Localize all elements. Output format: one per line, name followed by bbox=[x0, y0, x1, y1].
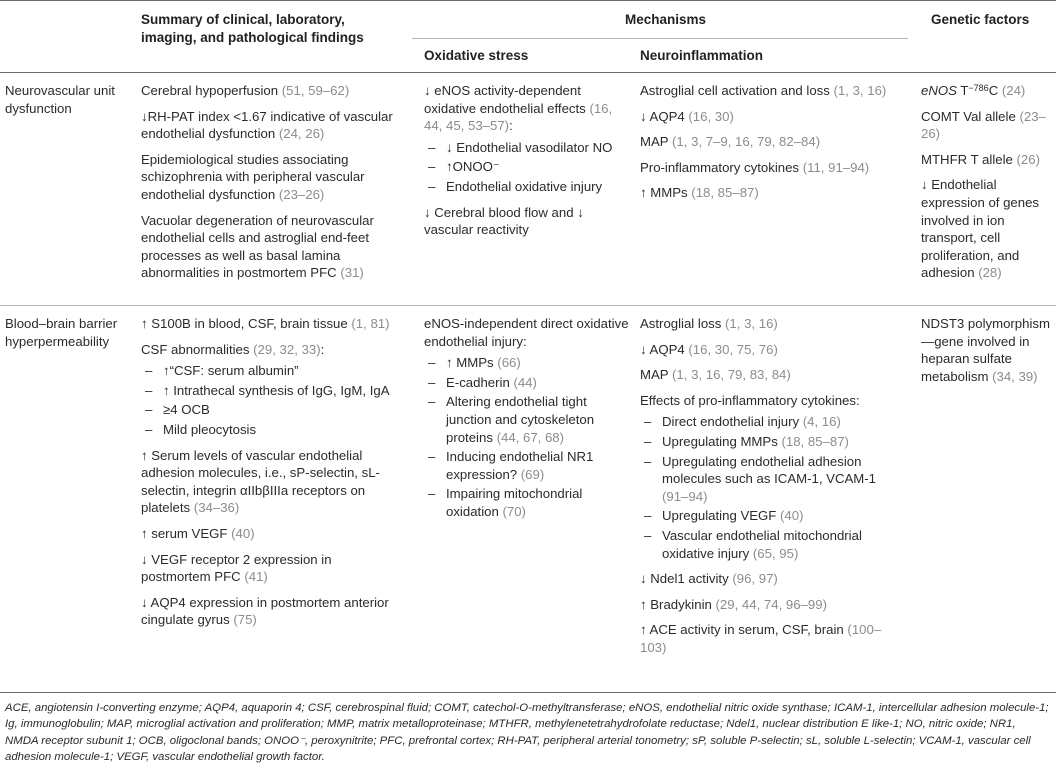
list-item bbox=[640, 315, 905, 333]
sub-list-item bbox=[640, 453, 905, 506]
cell-entry bbox=[141, 82, 403, 100]
cell-entry bbox=[640, 82, 905, 100]
list-item bbox=[141, 315, 403, 333]
item-text: ↑ S100B in blood, CSF, brain tissue bbox=[141, 316, 348, 331]
sub-list-item bbox=[640, 507, 905, 525]
cell-entry bbox=[921, 151, 1051, 169]
row1-oxidative-cell bbox=[424, 82, 629, 247]
sub-list-item bbox=[424, 485, 629, 520]
list-item bbox=[424, 204, 629, 239]
cell-entry bbox=[141, 315, 403, 333]
item-text: ↓ VEGF receptor 2 expression in postmortem PFC bbox=[141, 551, 332, 585]
item-text: Vacuolar degeneration of neurovascular endothelial cells and astroglial end-feet processes as well as basal lamina abnormalities in postmortem PFC bbox=[141, 212, 374, 281]
sub-list-item bbox=[424, 354, 629, 372]
citation-ref: (70) bbox=[502, 503, 526, 519]
item-text: ↓ eNOS activity-dependent oxidative endothelial effects bbox=[424, 83, 586, 116]
sub-list-item bbox=[640, 527, 905, 562]
citation-ref: (1, 3, 16) bbox=[725, 316, 778, 331]
citation-ref: (18, 85–87) bbox=[781, 433, 849, 449]
list-item bbox=[640, 159, 905, 177]
header-summary: Summary of clinical, laboratory, imaging, and pathological findings bbox=[141, 12, 364, 45]
list-item bbox=[640, 596, 905, 614]
cell-entry bbox=[640, 621, 905, 656]
list-item bbox=[141, 551, 403, 586]
list-item bbox=[424, 315, 629, 350]
item-text: ↑ONOO⁻ bbox=[446, 159, 500, 175]
item-text: Astroglial loss bbox=[640, 316, 722, 331]
list-item bbox=[640, 184, 905, 202]
citation-ref: (16, 30) bbox=[688, 108, 734, 124]
item-text: Upregulating VEGF bbox=[662, 508, 777, 524]
header-rule bbox=[0, 72, 1056, 73]
item-suffix: : bbox=[320, 341, 325, 357]
sub-list-item bbox=[640, 413, 905, 431]
list-item bbox=[921, 315, 1051, 385]
list-item: eNOS $T^{-786}C$ (24) bbox=[921, 83, 1026, 98]
row1-genetic-cell bbox=[921, 82, 1051, 290]
citation-ref: (16, 30, 75, 76) bbox=[688, 341, 778, 357]
cell-entry bbox=[424, 82, 629, 196]
item-text: COMT Val allele bbox=[921, 108, 1016, 124]
item-text: ≥4 OCB bbox=[163, 402, 210, 418]
citation-ref: (18, 85–87) bbox=[691, 185, 759, 201]
item-text: Upregulating endothelial adhesion molecules such as ICAM-1, VCAM-1 bbox=[662, 453, 876, 487]
list-item bbox=[640, 570, 905, 588]
item-text: MTHFR T allele bbox=[921, 151, 1013, 167]
cell-entry bbox=[921, 315, 1051, 385]
list-item bbox=[141, 108, 403, 143]
citation-ref: (23–26) bbox=[278, 186, 325, 202]
cell-entry bbox=[640, 341, 905, 359]
citation-ref: (1, 3, 7–9, 16, 79, 82–84) bbox=[672, 134, 821, 150]
citation-ref: (66) bbox=[497, 355, 521, 371]
citation-ref: (44) bbox=[513, 374, 537, 390]
list-item bbox=[141, 447, 403, 517]
item-text: eNOS-independent direct oxidative endothelial injury: bbox=[424, 316, 629, 349]
citation-ref: (23–26) bbox=[921, 108, 1046, 142]
citation-ref: (1, 3, 16) bbox=[833, 83, 887, 98]
citation-ref: (11, 91–94) bbox=[802, 159, 870, 175]
item-text: Astroglial cell activation and loss bbox=[640, 83, 830, 98]
header-oxidative: Oxidative stress bbox=[424, 48, 529, 63]
item-suffix: : bbox=[509, 118, 513, 134]
citation-ref: (4, 16) bbox=[802, 414, 841, 430]
row2-summary-cell bbox=[141, 315, 403, 637]
header-mechanisms: Mechanisms bbox=[625, 12, 707, 27]
cell-entry bbox=[141, 341, 403, 439]
citation-ref: (40) bbox=[231, 525, 255, 541]
citation-ref: (96, 97) bbox=[732, 571, 778, 587]
cell-entry bbox=[424, 204, 629, 239]
row2-oxidative-cell bbox=[424, 315, 629, 529]
citation-ref: (34, 39) bbox=[992, 368, 1038, 384]
row2-neuro-cell bbox=[640, 315, 905, 665]
cell-entry bbox=[141, 447, 403, 517]
cell-entry bbox=[921, 108, 1051, 143]
sub-list-item bbox=[424, 448, 629, 483]
item-text: MAP bbox=[640, 134, 669, 150]
item-text: Upregulating MMPs bbox=[662, 433, 778, 449]
cell-entry bbox=[640, 108, 905, 126]
bottom-rule bbox=[0, 692, 1056, 693]
sub-list-item bbox=[424, 393, 629, 446]
cell-entry bbox=[141, 551, 403, 586]
item-text: Direct endothelial injury bbox=[662, 414, 800, 430]
cell-entry bbox=[141, 151, 403, 204]
cell-entry bbox=[141, 525, 403, 543]
list-item bbox=[640, 108, 905, 126]
item-text: ↑ Serum levels of vascular endothelial adhesion molecules, i.e., sP-selectin, sL-selectin, integrin αIIbβIIIa receptors on platelets bbox=[141, 447, 380, 516]
cell-entry bbox=[640, 159, 905, 177]
header-genetic: Genetic factors bbox=[931, 12, 1030, 27]
item-text: ↑ serum VEGF bbox=[141, 525, 228, 541]
item-text: ↑ MMPs bbox=[446, 355, 494, 371]
citation-ref: (41) bbox=[244, 569, 268, 585]
item-text: ↑ MMPs bbox=[640, 185, 688, 201]
citation-ref: (1, 81) bbox=[351, 316, 390, 331]
sub-list-item bbox=[424, 158, 629, 176]
citation-ref: (28) bbox=[978, 265, 1002, 281]
row1-neuro-cell bbox=[640, 82, 905, 210]
list-item bbox=[921, 151, 1051, 169]
sub-list bbox=[141, 362, 403, 438]
citation-ref: (24) bbox=[1001, 83, 1026, 98]
cell-entry bbox=[921, 176, 1051, 282]
list-item bbox=[640, 392, 905, 410]
item-text: Cerebral hypoperfusion bbox=[141, 83, 279, 98]
gene-name: eNOS bbox=[921, 83, 957, 98]
cell-entry bbox=[640, 596, 905, 614]
list-item bbox=[141, 151, 403, 204]
item-text: ↑ Bradykinin bbox=[640, 596, 712, 612]
list-item bbox=[640, 82, 905, 100]
cell-entry bbox=[921, 82, 1051, 100]
cell-entry bbox=[640, 570, 905, 588]
citation-ref: (29, 44, 74, 96–99) bbox=[715, 596, 827, 612]
citation-ref: (44, 67, 68) bbox=[496, 429, 565, 445]
item-text: Vascular endothelial mitochondrial oxidative injury bbox=[662, 527, 862, 561]
sub-list-item bbox=[424, 139, 629, 157]
item-text: Effects of pro-inflammatory cytokines: bbox=[640, 392, 860, 408]
sub-list bbox=[640, 413, 905, 562]
sub-list-item bbox=[141, 401, 403, 419]
list-item bbox=[640, 341, 905, 359]
item-text: MAP bbox=[640, 367, 669, 383]
sub-list-item bbox=[424, 374, 629, 392]
item-text: ↓ Endothelial expression of genes involved in ion transport, cell proliferation, and adhesion bbox=[921, 177, 1040, 281]
cell-entry bbox=[640, 133, 905, 151]
item-text: ↓ Endothelial vasodilator NO bbox=[446, 139, 613, 155]
list-item bbox=[921, 176, 1051, 282]
item-text: ↓ AQP4 bbox=[640, 341, 685, 357]
row2-genetic-cell bbox=[921, 315, 1051, 393]
list-item bbox=[141, 212, 403, 282]
cell-entry bbox=[141, 108, 403, 143]
item-text: ↑ Intrathecal synthesis of IgG, IgM, IgA bbox=[163, 382, 390, 398]
list-item bbox=[424, 82, 629, 135]
sub-list bbox=[424, 354, 629, 520]
item-text: CSF abnormalities bbox=[141, 341, 250, 357]
cell-entry bbox=[640, 392, 905, 562]
list-item bbox=[640, 133, 905, 151]
list-item bbox=[141, 594, 403, 629]
sub-list-item bbox=[141, 382, 403, 400]
header-neuroinflammation: Neuroinflammation bbox=[640, 48, 764, 63]
cell-entry bbox=[640, 184, 905, 202]
cell-entry bbox=[424, 315, 629, 521]
sub-list-item bbox=[141, 421, 403, 439]
row-label-neurovascular: Neurovascular unit dysfunction bbox=[5, 83, 115, 116]
item-text: ↓RH-PAT index <1.67 indicative of vascular endothelial dysfunction bbox=[141, 108, 393, 142]
item-text: NDST3 polymorphism—gene involved in heparan sulfate metabolism bbox=[921, 316, 1050, 384]
citation-ref: (91–94) bbox=[662, 488, 708, 504]
citation-ref: (34–36) bbox=[193, 500, 240, 516]
cell-entry bbox=[640, 315, 905, 333]
footnote: ACE, angiotensin I-converting enzyme; AQP4, aquaporin 4; CSF, cerebrospinal fluid; COMT, catechol-O-methyltransferase; eNOS, endothelial nitric oxide synthase; ICAM-1, intercellular adhesion molecule-1; Ig, immunoglobulin; MAP, microglial activation and proliferation; MMP, matrix metalloproteinase; MTHFR, methylenetetrahydrofolate reductase; Ndel1, nuclear distribution E like-1; NO, nitric oxide; NR1, NMDA receptor subunit 1; OCB, oligoclonal bands; ONOO⁻, peroxynitrite; PFC, prefrontal cortex; RH-PAT, peripheral arterial tonometry; sP, soluble P-selectin; sL, soluble L-selectin; VCAM-1, vascular cell adhesion molecule-1; VEGF, vascular endothelial growth factor. bbox=[5, 702, 1049, 764]
list-item bbox=[141, 82, 403, 100]
cell-entry bbox=[141, 212, 403, 282]
item-text: ↑ ACE activity in serum, CSF, brain bbox=[640, 622, 844, 638]
item-text: E-cadherin bbox=[446, 374, 510, 390]
citation-ref: (65, 95) bbox=[752, 545, 799, 561]
citation-ref: (16, 44, 45, 53–57) bbox=[424, 100, 613, 134]
citation-ref: (24, 26) bbox=[278, 126, 325, 142]
list-item bbox=[640, 621, 905, 656]
list-item bbox=[141, 525, 403, 543]
item-text: ↑“CSF: serum albumin” bbox=[163, 363, 299, 379]
item-text: Endothelial oxidative injury bbox=[446, 178, 603, 194]
item-text: Mild pleocytosis bbox=[163, 421, 257, 437]
item-text: Inducing endothelial NR1 expression? bbox=[446, 449, 594, 482]
row-rule bbox=[0, 305, 1056, 306]
item-text: Impairing mitochondrial oxidation bbox=[446, 486, 583, 519]
item-text: ↓ AQP4 bbox=[640, 108, 685, 124]
citation-ref: (31) bbox=[340, 265, 364, 281]
sub-list-item bbox=[424, 178, 629, 196]
item-text: ↓ Ndel1 activity bbox=[640, 571, 729, 587]
sub-list-item bbox=[141, 362, 403, 380]
citation-ref: (75) bbox=[233, 612, 257, 628]
row1-summary-cell bbox=[141, 82, 403, 290]
mechanisms-rule bbox=[412, 38, 908, 39]
sub-list bbox=[424, 139, 629, 196]
list-item bbox=[921, 108, 1051, 143]
citation-ref: (26) bbox=[1016, 151, 1040, 167]
item-text: Pro-inflammatory cytokines bbox=[640, 159, 800, 175]
list-item bbox=[141, 341, 403, 359]
row-label-bbb: Blood–brain barrier hyperpermeability bbox=[5, 316, 118, 349]
citation-ref: (100–103) bbox=[640, 622, 882, 655]
item-text: ↓ AQP4 expression in postmortem anterior cingulate gyrus bbox=[141, 594, 389, 628]
citation-ref: (1, 3, 16, 79, 83, 84) bbox=[672, 367, 791, 383]
cell-entry bbox=[141, 594, 403, 629]
item-text: ↓ Cerebral blood flow and ↓ vascular reactivity bbox=[424, 204, 584, 238]
top-rule bbox=[0, 0, 1056, 1]
item-text: Altering endothelial tight junction and cytoskeleton proteins bbox=[446, 394, 595, 445]
citation-ref: (29, 32, 33) bbox=[253, 341, 321, 357]
item-text: Epidemiological studies associating schizophrenia with peripheral vascular endothelial dysfunction bbox=[141, 151, 365, 202]
citation-ref: (69) bbox=[520, 466, 545, 482]
gene-position: −786 bbox=[968, 83, 989, 93]
list-item bbox=[640, 366, 905, 384]
sub-list-item bbox=[640, 433, 905, 451]
cell-entry bbox=[640, 366, 905, 384]
citation-ref: (40) bbox=[780, 508, 804, 524]
citation-ref: (51, 59–62) bbox=[281, 83, 350, 98]
